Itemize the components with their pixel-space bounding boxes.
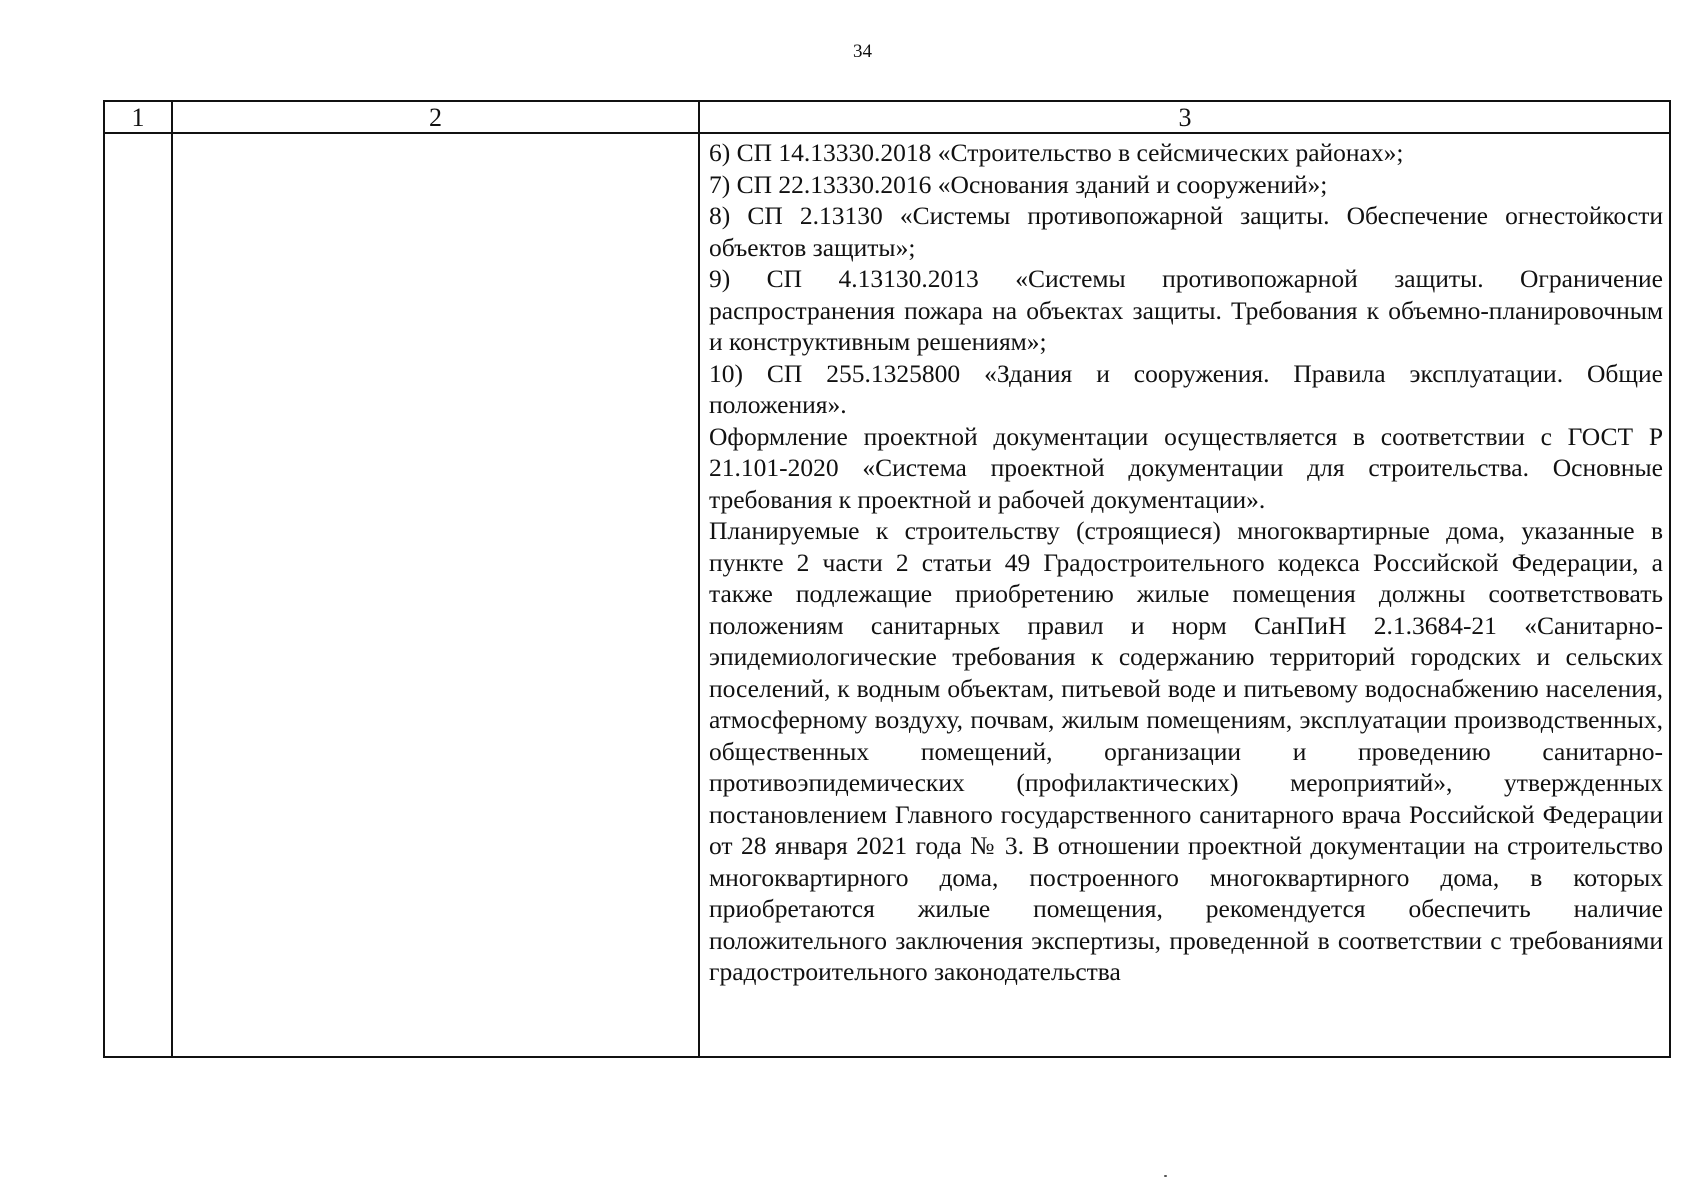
paragraph: Планируемые к строительству (строящиеся) многоквартирные дома, указанные в пункте 2 части 2 статьи 49 Градостроительного кодекса Российской Федерации, а также подлежащие приобретению жилые помещения должны соответствовать положениям санитарных правил и норм СанПиН 2.1.3684-21 «Санитарно-эпидемиологические требования к содержанию территорий городских и сельских поселений, к водным объектам, питьевой воде и питьевому водоснабжению населения, атмосферному воздуху, почвам, жилым помещениям, эксплуатации производственных, общественных помещений, организации и проведению санитарно-противоэпидемических (профилактических) мероприятий», утвержденных постановлением Главного государственного санитарного врача Российской Федерации от 28 января 2021 года № 3. В отношении проектной документации на строительство многоквартирного дома, построенного многоквартирного дома, в которых приобретаются жилые помещения, рекомендуется обеспечить наличие положительного заключения экспертизы, проведенной в соответствии с требованиями градостроительного законодательства — [709, 516, 1663, 986]
page-number: 34 — [853, 41, 872, 62]
header-cell-1: 1 — [131, 103, 145, 132]
list-item: 6) СП 14.13330.2018 «Строительство в сейсмических районах»; — [709, 138, 1404, 167]
table-header-row — [105, 102, 1669, 134]
paragraph: Оформление проектной документации осуществляется в соответствии с ГОСТ Р 21.101-2020 «Система проектной документации для строительства. Основные требования к проектной и рабочей документации». — [709, 421, 1663, 514]
header-cell-2: 2 — [429, 103, 442, 132]
column-divider-1 — [171, 102, 173, 1056]
document-table — [103, 100, 1671, 1058]
list-item: 8) СП 2.13130 «Системы противопожарной защиты. Обеспечение огнестойкости объектов защиты»; — [709, 201, 1663, 262]
list-item: 7) СП 22.13330.2016 «Основания зданий и сооружений»; — [709, 169, 1328, 199]
column-3-content — [709, 137, 1663, 988]
list-item: 9) СП 4.13130.2013 «Системы противопожарной защиты. Ограничение распространения пожара на объектах защиты. Требования к объемно-планировочным и конструктивным решениям»; — [709, 264, 1663, 356]
column-divider-2 — [698, 102, 700, 1056]
list-item: 10) СП 255.1325800 «Здания и сооружения. Правила эксплуатации. Общие положения». — [709, 358, 1663, 419]
header-cell-3: 3 — [1178, 103, 1192, 132]
scan-speck — [1164, 1175, 1167, 1177]
